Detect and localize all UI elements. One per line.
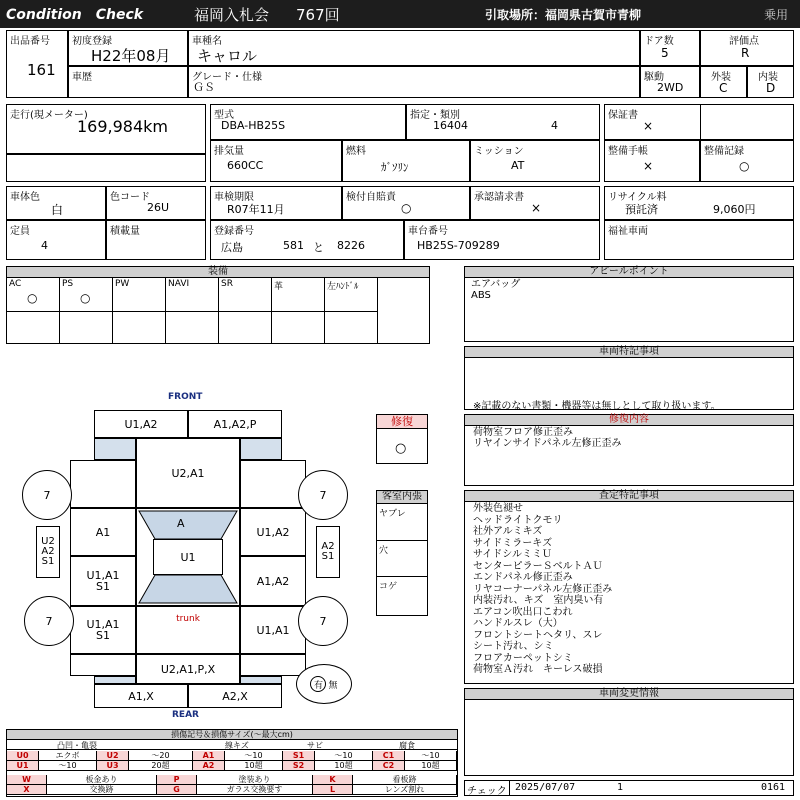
spare-tire-indicator bbox=[296, 664, 352, 704]
vehicle-category: 乗用 bbox=[764, 8, 789, 22]
inspection-notes-panel bbox=[464, 490, 794, 684]
door-front-left[interactable]: U1,A1 S1 bbox=[70, 556, 136, 606]
legend-code: U1 bbox=[7, 761, 39, 771]
inspection-label: 車検期限 bbox=[214, 192, 254, 203]
first-reg-label: 初度登録 bbox=[72, 36, 112, 47]
classification-value: 4 bbox=[551, 119, 558, 132]
recycle-status: 預託済 bbox=[625, 203, 658, 216]
auction-name: 福岡入札会 bbox=[194, 6, 270, 24]
displacement-cell bbox=[210, 140, 342, 182]
color-code-label: 色コード bbox=[110, 192, 150, 203]
equipment-label: AC bbox=[9, 279, 22, 289]
legend-desc: 〜10 bbox=[225, 751, 283, 761]
legend-mark-desc: ガラス交換要す bbox=[197, 785, 313, 795]
wheel-rear-left[interactable]: 7 bbox=[24, 596, 74, 646]
special-note: ※記載のない書類・機器等は無しとして取り扱います。 bbox=[473, 401, 721, 412]
wheel-front-right[interactable]: 7 bbox=[298, 470, 348, 520]
front-bumper-left[interactable]: U1,A2 bbox=[94, 410, 188, 438]
repair-title: 修復 bbox=[377, 415, 427, 429]
exterior-label: 外装 bbox=[711, 72, 731, 83]
grade-label: グレード・仕様 bbox=[192, 72, 262, 83]
special-title: 車両特記事項 bbox=[465, 347, 793, 358]
report-title: Condition Check bbox=[6, 7, 144, 23]
text-line: エアバッグ bbox=[471, 279, 521, 290]
spare-tire-no: 無 bbox=[328, 680, 338, 691]
lot-cell bbox=[6, 30, 68, 98]
equipment-item-empty bbox=[166, 312, 219, 343]
interior-label: 内装 bbox=[758, 72, 778, 83]
legend-code: C1 bbox=[373, 751, 405, 761]
first-reg-value: H22年08月 bbox=[91, 47, 171, 65]
displacement-label: 排気量 bbox=[214, 146, 244, 157]
fuel-value: ｶﾞｿﾘﾝ bbox=[381, 161, 409, 174]
lot-label: 出品番号 bbox=[10, 36, 50, 47]
legend-code: U3 bbox=[97, 761, 129, 771]
legend-desc: 〜10 bbox=[39, 761, 97, 771]
legend-desc: エクボ bbox=[39, 751, 97, 761]
rear-bumper-left[interactable]: A1,X bbox=[94, 684, 188, 708]
legend-desc: 〜20 bbox=[129, 751, 193, 761]
legend-desc: 10超 bbox=[225, 761, 283, 771]
side-panel-left[interactable]: U2 A2 S1 bbox=[36, 526, 60, 578]
text-line: ヘッドライトクモリ bbox=[473, 514, 563, 526]
interior-cell bbox=[747, 66, 794, 98]
legend-desc: 〜10 bbox=[315, 751, 373, 761]
record-value: ○ bbox=[739, 159, 750, 173]
legend-group-rust: サビ bbox=[307, 741, 323, 750]
front-bumper-right[interactable]: A1,A2,P bbox=[188, 410, 282, 438]
approval-value: × bbox=[531, 201, 542, 215]
front-label: FRONT bbox=[168, 392, 203, 402]
legend-group-scratch: 線キズ bbox=[225, 741, 249, 750]
legend-title: 損傷記号＆損傷サイズ(〜最大cm) bbox=[7, 730, 457, 740]
record-label: 整備記録 bbox=[704, 146, 744, 157]
equipment-value: ○ bbox=[27, 291, 38, 305]
fuel-label: 燃料 bbox=[346, 146, 366, 157]
equipment-title: 装備 bbox=[7, 267, 429, 278]
approval-cell bbox=[470, 186, 600, 220]
rear-corner-right[interactable] bbox=[240, 654, 306, 676]
damage-legend bbox=[6, 729, 458, 797]
cabin-row-label: コゲ bbox=[379, 582, 398, 592]
equipment-label: SR bbox=[221, 279, 233, 289]
equipment-item bbox=[166, 278, 219, 312]
doors-cell bbox=[640, 30, 700, 66]
cabin-row-hole bbox=[377, 541, 427, 577]
approval-label: 承認請求書 bbox=[474, 192, 524, 203]
inspection-notes-lines bbox=[473, 503, 612, 676]
equipment-item bbox=[325, 278, 378, 312]
cabin-area bbox=[136, 508, 240, 606]
rating-value: R bbox=[741, 46, 750, 60]
check-date: 2025/07/07 bbox=[515, 782, 576, 793]
plate-cell bbox=[210, 220, 404, 260]
fender-right[interactable]: U1,A2 bbox=[240, 508, 306, 556]
changes-panel bbox=[464, 688, 794, 776]
check-code: 0161 bbox=[761, 782, 786, 793]
first-reg-cell bbox=[68, 30, 188, 66]
check-label: チェック bbox=[467, 786, 507, 797]
equipment-item bbox=[219, 278, 272, 312]
capacity-value: 4 bbox=[41, 239, 48, 252]
repair-value: ○ bbox=[395, 441, 407, 456]
legend-desc: 〜10 bbox=[405, 751, 457, 761]
text-line: シート汚れ、シミ bbox=[473, 641, 554, 652]
text-line: サイドシルミミＵ bbox=[473, 549, 553, 560]
text-line: フロントシートヘタリ、スレ bbox=[473, 629, 603, 641]
text-line: 荷物室フロア修正歪み bbox=[473, 427, 573, 438]
cabin-panel bbox=[376, 490, 428, 616]
check-number: 1 bbox=[617, 782, 624, 793]
equipment-item bbox=[60, 278, 113, 312]
door-rear-right[interactable]: U1,A1 bbox=[240, 606, 306, 654]
legend-mark-desc: 交換跡 bbox=[47, 785, 157, 795]
legend-mark-code: P bbox=[157, 775, 197, 785]
rear-bumper-right[interactable]: A2,X bbox=[188, 684, 282, 708]
mileage-extra bbox=[6, 154, 206, 182]
legend-code: A1 bbox=[193, 751, 225, 761]
plate-class: 581 bbox=[283, 239, 304, 252]
repair-detail-title: 修復内容 bbox=[465, 415, 793, 426]
model-cell bbox=[210, 104, 406, 140]
equipment-item-empty bbox=[7, 312, 60, 343]
mileage-value: 169,984km bbox=[77, 117, 169, 136]
equipment-item-empty bbox=[113, 312, 166, 343]
lot-number: 161 bbox=[27, 61, 56, 79]
changes-title: 車両変更情報 bbox=[465, 689, 793, 700]
plate-area: 広島 bbox=[221, 241, 243, 254]
roof-label: A bbox=[177, 517, 185, 530]
door-front-right[interactable]: A1,A2 bbox=[240, 556, 306, 606]
footer-row bbox=[464, 780, 794, 796]
report-header bbox=[0, 0, 800, 28]
equipment-panel bbox=[6, 266, 430, 344]
legend-mark-code: X bbox=[7, 785, 47, 795]
rear-panel[interactable]: U2,A1,P,X bbox=[136, 654, 240, 684]
plate-label: 登録番号 bbox=[214, 226, 254, 237]
equipment-label: PW bbox=[115, 279, 130, 289]
vin-label: 車台番号 bbox=[408, 226, 448, 237]
equipment-label: 左ﾊﾝﾄﾞﾙ bbox=[327, 282, 359, 292]
appeal-lines bbox=[471, 279, 520, 301]
equipment-item-empty bbox=[272, 312, 325, 343]
text-line: エアコン吹出口こわれ bbox=[473, 606, 573, 618]
vin-cell bbox=[404, 220, 600, 260]
taillight-right[interactable] bbox=[240, 676, 282, 684]
grade-value: ＧＳ bbox=[193, 81, 215, 94]
text-line: リヤインサイドパネル左修正歪み bbox=[473, 438, 622, 449]
text-line: エンドパネル修正歪み bbox=[473, 572, 573, 583]
warranty-extra bbox=[700, 104, 794, 140]
equipment-label: NAVI bbox=[168, 279, 190, 289]
equipment-item bbox=[113, 278, 166, 312]
appeal-title: アピールポイント bbox=[465, 267, 793, 278]
car-name-label: 車種名 bbox=[192, 36, 222, 47]
equipment-item-empty bbox=[325, 312, 378, 343]
rating-label: 評価点 bbox=[729, 36, 759, 47]
car-name-cell bbox=[188, 30, 640, 66]
equipment-item-empty bbox=[60, 312, 113, 343]
cabin-row-label: 穴 bbox=[379, 546, 389, 556]
text-line: ハンドルスレ（大） bbox=[473, 618, 563, 629]
welfare-cell bbox=[604, 220, 794, 260]
model-label: 型式 bbox=[214, 110, 234, 121]
grade-cell bbox=[188, 66, 640, 98]
manual-label: 整備手帳 bbox=[608, 146, 648, 157]
capacity-label: 定員 bbox=[10, 226, 30, 237]
mission-cell bbox=[470, 140, 600, 182]
repair-detail-lines bbox=[473, 427, 622, 449]
recycle-fee: 9,060円 bbox=[713, 203, 756, 216]
equipment-item bbox=[7, 278, 60, 312]
equipment-item bbox=[272, 278, 325, 312]
hood[interactable]: U2,A1 bbox=[136, 438, 240, 508]
capacity-cell bbox=[6, 220, 106, 260]
recycle-cell bbox=[604, 186, 794, 220]
designation-label: 指定・類別 bbox=[410, 110, 460, 121]
vin-value: HB25S-709289 bbox=[417, 239, 500, 252]
legend-code: C2 bbox=[373, 761, 405, 771]
warranty-label: 保証書 bbox=[608, 110, 638, 121]
legend-group-dent: 凸凹・亀裂 bbox=[57, 741, 97, 750]
legend-mark-desc: 塗装あり bbox=[197, 775, 313, 785]
inspection-notes-title: 査定特記事項 bbox=[465, 491, 793, 502]
inner-panel[interactable]: U1 bbox=[153, 539, 223, 575]
legend-code: S2 bbox=[283, 761, 315, 771]
legend-code: U2 bbox=[97, 751, 129, 761]
legend-desc: 10超 bbox=[405, 761, 457, 771]
inspection-value: R07年11月 bbox=[227, 203, 285, 216]
legend-mark-code: G bbox=[157, 785, 197, 795]
car-name-value: キャロル bbox=[197, 47, 258, 65]
legend-code: A2 bbox=[193, 761, 225, 771]
equipment-label: PS bbox=[62, 279, 74, 289]
special-panel bbox=[464, 346, 794, 410]
legend-mark-code: W bbox=[7, 775, 47, 785]
legend-mark-desc: 板金あり bbox=[47, 775, 157, 785]
front-corner-right[interactable] bbox=[240, 460, 306, 508]
equipment-label: 革 bbox=[274, 282, 284, 292]
text-line: 外装色褪せ bbox=[473, 503, 523, 514]
doors-value: 5 bbox=[661, 46, 669, 60]
text-line: センターピラーＳベルトＡＵ bbox=[473, 560, 603, 572]
legend-code: S1 bbox=[283, 751, 315, 761]
model-value: DBA-HB25S bbox=[221, 119, 286, 132]
mileage-cell bbox=[6, 104, 206, 154]
legend-group-corrosion: 腐食 bbox=[399, 741, 415, 750]
insurance-value: ○ bbox=[401, 201, 412, 215]
mileage-label: 走行(現メーター) bbox=[10, 110, 88, 121]
spare-tire-yes: 有 bbox=[310, 676, 326, 692]
designation-cell bbox=[406, 104, 600, 140]
warranty-value: × bbox=[643, 119, 654, 133]
pickup-location: 引取場所：福岡県古賀市青柳 bbox=[485, 8, 642, 22]
cabin-row-label: ヤブレ bbox=[379, 509, 406, 519]
rating-cell bbox=[700, 30, 794, 66]
mission-value: AT bbox=[511, 159, 525, 172]
fuel-cell bbox=[342, 140, 470, 182]
cabin-row-tear bbox=[377, 504, 427, 541]
front-corner-left[interactable] bbox=[70, 460, 136, 508]
auction-session: 767回 bbox=[296, 6, 340, 24]
text-line: サイドミラーキズ bbox=[473, 537, 553, 549]
footer-divider bbox=[509, 781, 510, 795]
manual-cell bbox=[604, 140, 700, 182]
designation-value: 16404 bbox=[433, 119, 468, 132]
equipment-value: ○ bbox=[80, 291, 91, 305]
repair-detail-panel bbox=[464, 414, 794, 486]
legend-mark-code: L bbox=[313, 785, 353, 795]
text-line: 社外アルミキズ bbox=[473, 526, 543, 537]
record-cell bbox=[700, 140, 794, 182]
text-line: 内装汚れ、キズ 室内臭い有 bbox=[473, 595, 604, 606]
load-label: 積載量 bbox=[110, 226, 140, 237]
wheel-front-left[interactable]: 7 bbox=[22, 470, 72, 520]
text-line: ABS bbox=[471, 290, 491, 301]
legend-code: U0 bbox=[7, 751, 39, 761]
body-color-cell bbox=[6, 186, 106, 220]
legend-groups bbox=[7, 740, 457, 750]
taillight-left[interactable] bbox=[94, 676, 136, 684]
legend-desc: 10超 bbox=[315, 761, 373, 771]
welfare-label: 福祉車両 bbox=[608, 226, 648, 237]
interior-value: D bbox=[766, 81, 776, 95]
load-cell bbox=[106, 220, 206, 260]
fender-left[interactable]: A1 bbox=[70, 508, 136, 556]
drive-cell bbox=[640, 66, 700, 98]
legend-mark-desc: 看板跡 bbox=[353, 775, 457, 785]
recycle-label: リサイクル料 bbox=[608, 192, 667, 203]
text-line: フロアカーペットシミ bbox=[473, 652, 573, 664]
exterior-cell bbox=[700, 66, 747, 98]
equipment-item-empty bbox=[219, 312, 272, 343]
exterior-value: C bbox=[719, 81, 728, 95]
door-rear-left[interactable]: U1,A1 S1 bbox=[70, 606, 136, 654]
text-line: 荷物室Ａ汚れ キーレス破損 bbox=[473, 664, 603, 675]
rear-corner-left[interactable] bbox=[70, 654, 136, 676]
plate-number: 8226 bbox=[337, 239, 365, 252]
manual-value: × bbox=[643, 159, 654, 173]
headlight-left[interactable] bbox=[94, 438, 136, 460]
insurance-cell bbox=[342, 186, 470, 220]
drive-label: 駆動 bbox=[644, 72, 664, 83]
body-color-label: 車体色 bbox=[10, 192, 40, 203]
plate-kana: と bbox=[313, 241, 324, 254]
legend-desc: 20超 bbox=[129, 761, 193, 771]
trunk-area[interactable]: trunk bbox=[136, 606, 240, 654]
appeal-panel bbox=[464, 266, 794, 342]
insurance-label: 検付自賠責 bbox=[346, 192, 396, 203]
drive-value: 2WD bbox=[657, 81, 684, 94]
doors-label: ドア数 bbox=[644, 36, 674, 47]
repair-box bbox=[376, 414, 428, 464]
side-panel-right[interactable]: A2 S1 bbox=[316, 526, 340, 578]
wheel-rear-right[interactable]: 7 bbox=[298, 596, 348, 646]
color-code-value: 26U bbox=[147, 201, 170, 214]
cabin-row-burn bbox=[377, 577, 427, 615]
history-cell bbox=[68, 66, 188, 98]
body-color-value: 白 bbox=[51, 203, 64, 217]
legend-mark-desc: レンズ割れ bbox=[353, 785, 457, 795]
cabin-title: 客室内張 bbox=[377, 491, 427, 504]
mission-label: ミッション bbox=[474, 146, 524, 157]
text-line: リヤコーナーパネル左修正歪み bbox=[473, 583, 613, 595]
color-code-cell bbox=[106, 186, 206, 220]
displacement-value: 660CC bbox=[227, 159, 264, 172]
legend-mark-code: K bbox=[313, 775, 353, 785]
rear-label: REAR bbox=[172, 710, 199, 720]
history-label: 車歴 bbox=[72, 72, 92, 83]
headlight-right[interactable] bbox=[240, 438, 282, 460]
inspection-cell bbox=[210, 186, 342, 220]
